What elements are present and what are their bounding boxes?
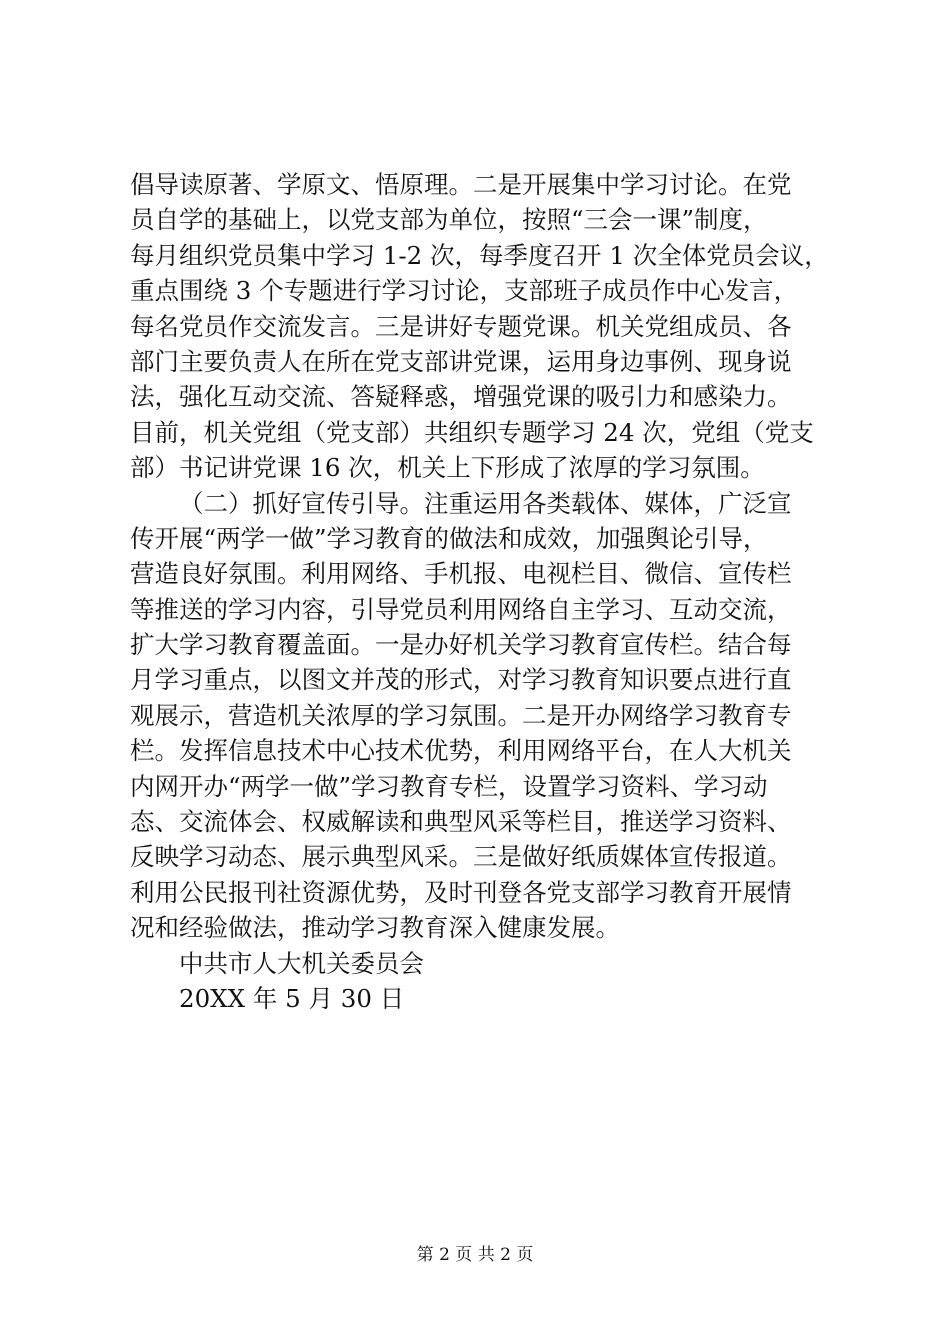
text-line: 栏。发挥信息技术中心技术优势，利用网络平台，在人大机关 xyxy=(130,736,792,766)
text-line: 每月组织党员集中学习 1-2 次，每季度召开 1 次全体党员会议， xyxy=(130,240,829,270)
text-line: 员自学的基础上，以党支部为单位，按照“三会一课”制度， xyxy=(130,205,768,235)
page-number: 第 2 页 共 2 页 xyxy=(416,1245,534,1265)
text-line: 传开展“两学一做”学习教育的做法和成效，加强舆论引导， xyxy=(130,523,768,553)
text-line: 反映学习动态、展示典型风采。三是做好纸质媒体宣传报道。 xyxy=(130,842,792,872)
document-body xyxy=(130,167,850,1016)
signature-date: 20XX 年 5 月 30 日 xyxy=(179,983,405,1013)
text-line: 等推送的学习内容，引导党员利用网络自主学习、互动交流， xyxy=(130,594,792,624)
text-line: 目前，机关党组（党支部）共组织专题学习 24 次，党组（党支 xyxy=(130,417,814,447)
section-heading-line: （二）抓好宣传引导。注重运用各类载体、媒体，广泛宣 xyxy=(179,488,792,518)
text-line: 倡导读原著、学原文、悟原理。二是开展集中学习讨论。在党 xyxy=(130,170,792,199)
text-line: 观展示，营造机关浓厚的学习氛围。二是开办网络学习教育专 xyxy=(130,700,792,730)
text-line: 利用公民报刊社资源优势，及时刊登各党支部学习教育开展情 xyxy=(130,877,792,907)
page-footer xyxy=(0,1244,950,1266)
text-line: 法，强化互动交流、答疑释惑，增强党课的吸引力和感染力。 xyxy=(130,382,792,412)
text-line: 每名党员作交流发言。三是讲好专题党课。机关党组成员、各 xyxy=(130,311,792,341)
text-line: 营造良好氛围。利用网络、手机报、电视栏目、微信、宣传栏 xyxy=(130,559,792,589)
text-line: 况和经验做法，推动学习教育深入健康发展。 xyxy=(130,913,620,943)
signature-organization: 中共市人大机关委员会 xyxy=(179,948,424,978)
text-line: 扩大学习教育覆盖面。一是办好机关学习教育宣传栏。结合每 xyxy=(130,630,792,660)
text-line: 内网开办“两学一做”学习教育专栏，设置学习资料、学习动 xyxy=(130,771,768,801)
text-line: 部）书记讲党课 16 次，机关上下形成了浓厚的学习氛围。 xyxy=(130,453,765,483)
text-line: 月学习重点，以图文并茂的形式，对学习教育知识要点进行直 xyxy=(130,665,792,695)
text-line: 部门主要负责人在所在党支部讲党课，运用身边事例、现身说 xyxy=(130,346,792,376)
text-line: 态、交流体会、权威解读和典型风采等栏目，推送学习资料、 xyxy=(130,807,792,837)
text-line: 重点围绕 3 个专题进行学习讨论，支部班子成员作中心发言， xyxy=(130,276,799,306)
